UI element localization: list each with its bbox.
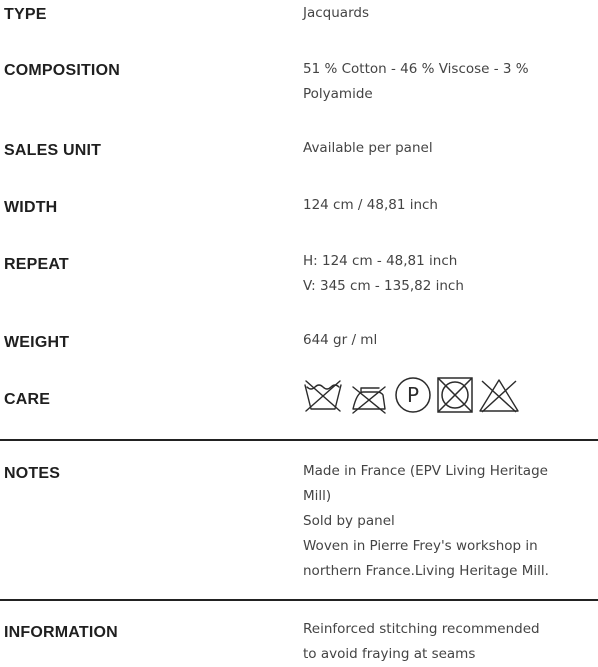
information-value (303, 617, 540, 667)
notes-line: Made in France (EPV Living Heritage (303, 463, 548, 479)
information-line: to avoid fraying at seams (303, 646, 476, 662)
notes-line: Mill) (303, 488, 332, 504)
width-value: 124 cm / 48,81 inch (303, 197, 438, 213)
weight-value: 644 gr / ml (303, 332, 378, 348)
weight-label: WEIGHT (4, 334, 70, 351)
care-icons (301, 373, 521, 417)
information-line: Reinforced stitching recommended (303, 621, 540, 637)
type-value: Jacquards (303, 5, 369, 21)
notes-label: NOTES (4, 465, 61, 482)
repeat-label: REPEAT (4, 256, 69, 273)
notes-line: Woven in Pierre Frey's workshop in (303, 538, 538, 554)
section-divider (0, 439, 598, 441)
composition-value (303, 57, 529, 107)
repeat-value (303, 249, 464, 299)
composition-line: Polyamide (303, 86, 373, 102)
do-not-tumble-dry-icon (435, 375, 475, 415)
composition-label: COMPOSITION (4, 62, 120, 79)
professional-dry-clean-p-icon (393, 375, 433, 415)
width-label: WIDTH (4, 199, 58, 216)
do-not-bleach-icon (477, 375, 521, 415)
sales-unit-value: Available per panel (303, 140, 433, 156)
dry-clean-letter: P (406, 383, 420, 407)
care-label: CARE (4, 391, 51, 408)
notes-line: Sold by panel (303, 513, 395, 529)
repeat-line: V: 345 cm - 135,82 inch (303, 278, 464, 294)
do-not-wash-icon (301, 375, 345, 415)
information-label: INFORMATION (4, 624, 118, 641)
repeat-line: H: 124 cm - 48,81 inch (303, 253, 458, 269)
section-divider (0, 599, 598, 601)
notes-line: northern France.Living Heritage Mill. (303, 563, 549, 579)
composition-line: 51 % Cotton - 46 % Viscose - 3 % (303, 61, 529, 77)
notes-value (303, 459, 549, 584)
do-not-iron-icon (347, 375, 391, 415)
sales-unit-label: SALES UNIT (4, 142, 102, 159)
type-label: TYPE (4, 6, 47, 23)
